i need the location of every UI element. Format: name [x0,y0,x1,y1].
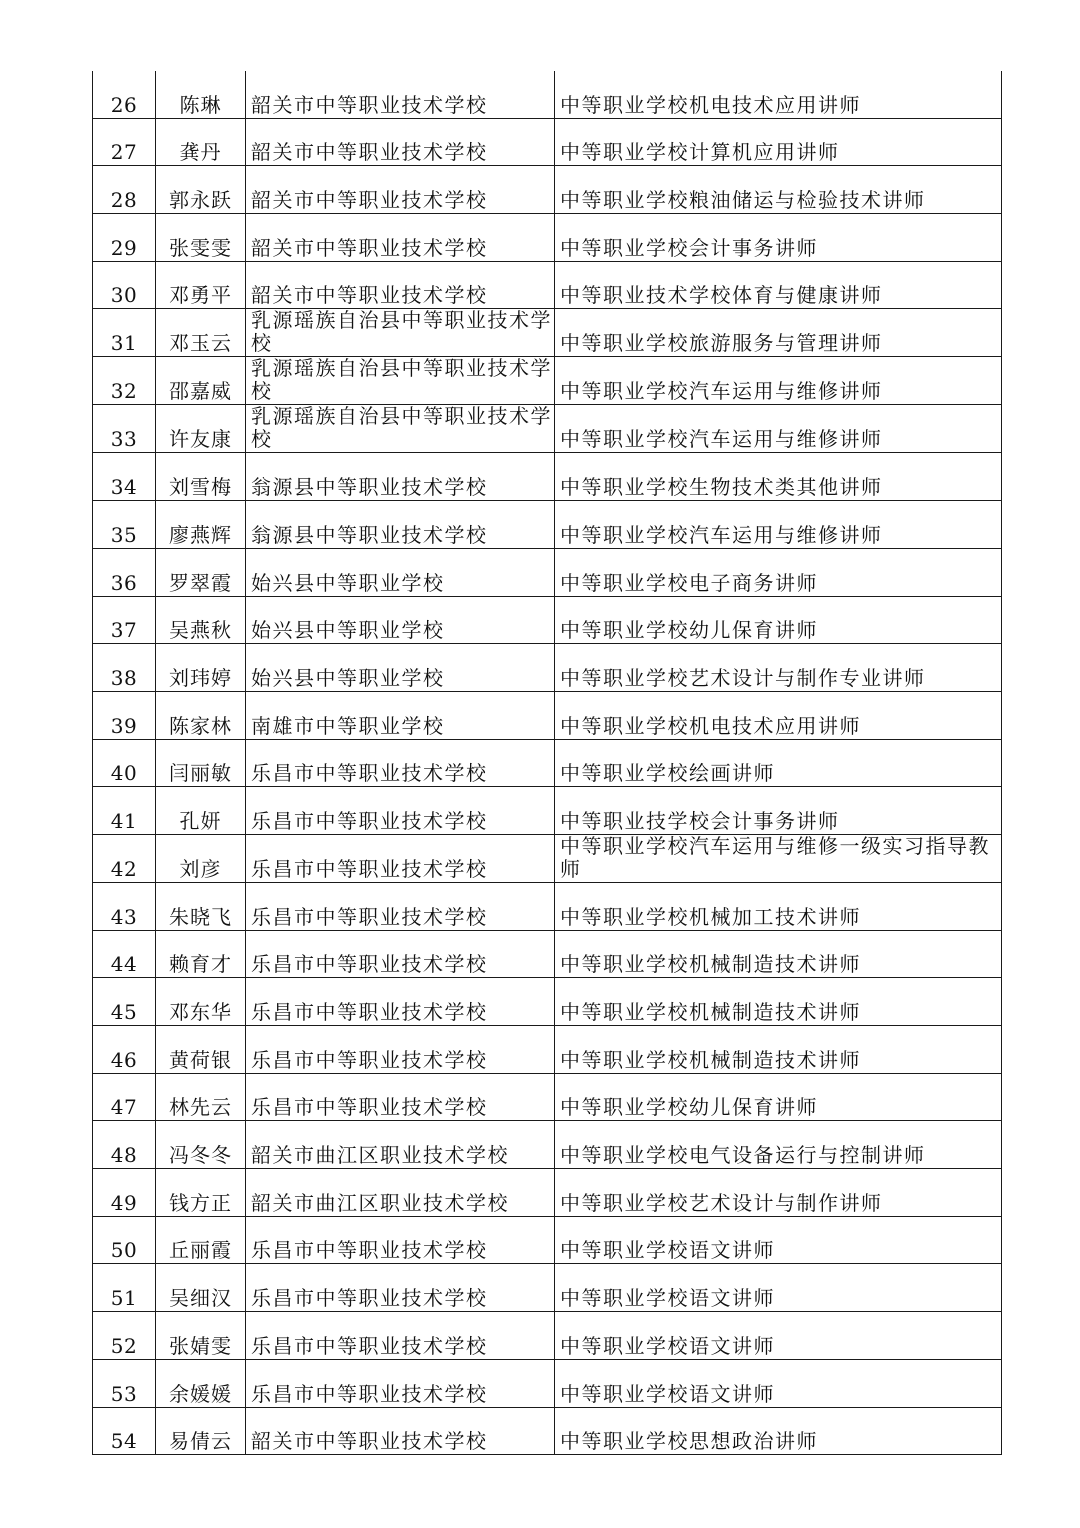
person-name-cell [156,787,246,835]
school-name: 韶关市曲江区职业技术学校 [251,1190,509,1215]
row-number: 27 [110,140,138,165]
table-row [93,1026,1002,1074]
person-name: 罗翠霞 [169,570,232,595]
school-name: 翁源县中等职业技术学校 [251,522,488,547]
school-name: 乐昌市中等职业技术学校 [251,856,488,881]
person-name-cell [156,501,246,549]
person-name-cell [156,1264,246,1312]
row-number: 26 [110,92,138,117]
row-number-cell [93,1264,156,1312]
row-number-cell [93,453,156,501]
school-name-cell [246,1073,555,1121]
school-name: 韶关市中等职业技术学校 [251,235,488,260]
school-name-cell [246,1026,555,1074]
table-row [93,548,1002,596]
school-name-cell [246,834,555,882]
school-name-cell [246,118,555,166]
qualification-title: 中等职业学校机械制造技术讲师 [560,1047,861,1072]
row-number-cell [93,787,156,835]
row-number: 50 [110,1238,138,1263]
person-name: 林先云 [169,1095,232,1120]
row-number: 30 [110,283,138,308]
table-row [93,644,1002,692]
school-name-cell [246,1264,555,1312]
row-number: 48 [110,1143,138,1168]
row-number-cell [93,739,156,787]
school-name: 乐昌市中等职业技术学校 [251,1047,488,1072]
row-number: 45 [110,1000,138,1024]
school-name: 乐昌市中等职业技术学校 [251,1095,488,1120]
person-name-cell [156,453,246,501]
school-name-cell [246,166,555,214]
table-row [93,1359,1002,1407]
qualification-title: 中等职业学校电气设备运行与控制讲师 [560,1143,926,1168]
school-name-cell [246,501,555,549]
school-name: 南雄市中等职业学校 [251,713,445,738]
row-number-cell [93,1169,156,1217]
person-name-cell [156,644,246,692]
person-name-cell [156,978,246,1026]
person-name: 黄荷银 [169,1047,232,1072]
person-name: 刘雪梅 [169,475,232,500]
school-name-cell [246,1121,555,1169]
qualification-title-cell [555,882,1002,930]
person-name: 吴细汉 [169,1286,232,1311]
school-name-cell [246,930,555,978]
school-name: 韶关市中等职业技术学校 [251,283,488,308]
table-row [93,834,1002,882]
qualification-title-cell [555,1169,1002,1217]
row-number: 38 [110,665,138,690]
person-name: 陈琳 [179,92,222,117]
person-name: 陈家林 [169,713,232,738]
row-number: 35 [110,522,138,547]
qualification-title-cell [555,1216,1002,1264]
table-row [93,453,1002,501]
qualification-title-cell [555,357,1002,405]
person-name-cell [156,1169,246,1217]
person-name: 邓东华 [169,1000,232,1024]
person-name-cell [156,930,246,978]
row-number: 42 [110,856,138,881]
qualification-title: 中等职业学校汽车运用与维修讲师 [560,427,883,452]
row-number: 33 [110,427,138,452]
school-name: 乐昌市中等职业技术学校 [251,952,488,977]
school-name: 乳源瑶族自治县中等职业技术学校 [251,308,552,356]
school-name: 乐昌市中等职业技术学校 [251,761,488,786]
qualification-title-cell [555,644,1002,692]
person-name: 朱晓飞 [169,904,232,929]
person-name-cell [156,71,246,118]
row-number-cell [93,978,156,1026]
school-name-cell [246,309,555,357]
row-number: 49 [110,1190,138,1215]
row-number: 46 [110,1047,138,1072]
qualification-title: 中等职业学校语文讲师 [560,1333,775,1358]
school-name: 乐昌市中等职业技术学校 [251,1238,488,1263]
row-number: 54 [110,1429,138,1454]
qualification-title: 中等职业学校机电技术应用讲师 [560,92,861,117]
table-row [93,1216,1002,1264]
qualification-title-cell [555,453,1002,501]
school-name: 乳源瑶族自治县中等职业技术学校 [251,356,552,404]
qualification-title-cell [555,739,1002,787]
qualification-title-cell [555,691,1002,739]
row-number: 43 [110,904,138,929]
qualification-title: 中等职业学校电子商务讲师 [560,570,818,595]
table-row [93,739,1002,787]
school-name-cell [246,739,555,787]
school-name: 乐昌市中等职业技术学校 [251,904,488,929]
qualification-title: 中等职业学校汽车运用与维修讲师 [560,379,883,404]
person-name-cell [156,882,246,930]
school-name-cell [246,1312,555,1360]
row-number-cell [93,71,156,118]
table-row [93,930,1002,978]
row-number-cell [93,166,156,214]
school-name-cell [246,71,555,118]
school-name: 始兴县中等职业学校 [251,618,445,643]
school-name: 乳源瑶族自治县中等职业技术学校 [251,404,552,452]
school-name-cell [246,787,555,835]
school-name: 乐昌市中等职业技术学校 [251,1286,488,1311]
row-number-cell [93,214,156,262]
school-name: 乐昌市中等职业技术学校 [251,1381,488,1406]
qualification-title-cell [555,118,1002,166]
qualification-title-cell [555,501,1002,549]
qualification-title-cell [555,1264,1002,1312]
qualification-title: 中等职业学校幼儿保育讲师 [560,1095,818,1120]
qualification-title-cell [555,309,1002,357]
person-name-cell [156,1407,246,1455]
roster-body [93,71,1002,1455]
qualification-title: 中等职业学校幼儿保育讲师 [560,618,818,643]
person-name-cell [156,309,246,357]
row-number: 37 [110,618,138,643]
table-row [93,1407,1002,1455]
row-number: 34 [110,475,138,500]
row-number: 53 [110,1381,138,1406]
qualification-title: 中等职业学校语文讲师 [560,1286,775,1311]
table-row [93,71,1002,118]
table-row [93,596,1002,644]
qualification-title-cell [555,787,1002,835]
person-name-cell [156,739,246,787]
table-row [93,1121,1002,1169]
person-name: 龚丹 [179,140,222,165]
school-name-cell [246,691,555,739]
person-name-cell [156,834,246,882]
row-number-cell [93,405,156,453]
school-name-cell [246,214,555,262]
qualification-title: 中等职业学校会计事务讲师 [560,235,818,260]
school-name-cell [246,644,555,692]
person-name: 钱方正 [169,1190,232,1215]
school-name: 韶关市中等职业技术学校 [251,92,488,117]
row-number-cell [93,1407,156,1455]
table-row [93,501,1002,549]
table-row [93,691,1002,739]
school-name: 韶关市中等职业技术学校 [251,188,488,213]
person-name: 赖育才 [169,952,232,977]
row-number-cell [93,357,156,405]
qualification-title-cell [555,1359,1002,1407]
table-row [93,357,1002,405]
person-name: 易倩云 [169,1429,232,1454]
row-number: 47 [110,1095,138,1120]
school-name-cell [246,405,555,453]
person-name: 邵嘉威 [169,379,232,404]
person-name-cell [156,1073,246,1121]
row-number-cell [93,1312,156,1360]
qualification-title-cell [555,930,1002,978]
school-name: 乐昌市中等职业技术学校 [251,808,488,833]
person-name: 吴燕秋 [169,618,232,643]
person-name: 邓勇平 [169,283,232,308]
row-number: 40 [110,761,138,786]
qualification-title: 中等职业学校生物技术类其他讲师 [560,475,883,500]
table-row [93,118,1002,166]
person-name-cell [156,691,246,739]
qualification-title: 中等职业学校计算机应用讲师 [560,140,840,165]
person-name-cell [156,118,246,166]
roster-table [92,71,1002,1455]
person-name-cell [156,1121,246,1169]
qualification-title-cell [555,1026,1002,1074]
row-number: 44 [110,952,138,977]
person-name-cell [156,1216,246,1264]
school-name-cell [246,882,555,930]
row-number-cell [93,644,156,692]
school-name-cell [246,978,555,1026]
row-number-cell [93,930,156,978]
person-name: 张雯雯 [169,235,232,260]
row-number: 52 [110,1333,138,1358]
qualification-title: 中等职业学校绘画讲师 [560,761,775,786]
qualification-title: 中等职业学校旅游服务与管理讲师 [560,331,883,356]
qualification-title: 中等职业学校艺术设计与制作专业讲师 [560,665,926,690]
table-row [93,1073,1002,1121]
person-name-cell [156,214,246,262]
table-row [93,405,1002,453]
school-name: 乐昌市中等职业技术学校 [251,1000,488,1024]
qualification-title: 中等职业学校机电技术应用讲师 [560,713,861,738]
person-name: 闫丽敏 [169,761,232,786]
qualification-title: 中等职业学校语文讲师 [560,1381,775,1406]
school-name-cell [246,261,555,309]
school-name: 韶关市中等职业技术学校 [251,140,488,165]
row-number-cell [93,1359,156,1407]
person-name: 冯冬冬 [169,1143,232,1168]
row-number: 51 [110,1286,138,1311]
row-number-cell [93,834,156,882]
qualification-title-cell [555,405,1002,453]
row-number: 36 [110,570,138,595]
row-number-cell [93,1073,156,1121]
qualification-title: 中等职业学校粮油储运与检验技术讲师 [560,188,926,213]
qualification-title-cell [555,834,1002,882]
qualification-title-cell [555,1121,1002,1169]
qualification-title: 中等职业学校机械制造技术讲师 [560,1000,861,1024]
school-name-cell [246,453,555,501]
qualification-title-cell [555,1312,1002,1360]
row-number-cell [93,691,156,739]
qualification-title-cell [555,596,1002,644]
person-name: 刘玮婷 [169,665,232,690]
row-number: 32 [110,379,138,404]
school-name: 始兴县中等职业学校 [251,665,445,690]
person-name: 张婧雯 [169,1333,232,1358]
qualification-title: 中等职业学校语文讲师 [560,1238,775,1263]
table-row [93,261,1002,309]
qualification-title: 中等职业学校机械制造技术讲师 [560,952,861,977]
qualification-title-cell [555,1073,1002,1121]
person-name: 邓玉云 [169,331,232,356]
school-name-cell [246,1407,555,1455]
qualification-title: 中等职业学校机械加工技术讲师 [560,904,861,929]
person-name: 余媛媛 [169,1381,232,1406]
row-number-cell [93,501,156,549]
person-name-cell [156,357,246,405]
school-name: 乐昌市中等职业技术学校 [251,1333,488,1358]
row-number-cell [93,1026,156,1074]
person-name-cell [156,1359,246,1407]
row-number-cell [93,261,156,309]
school-name-cell [246,357,555,405]
school-name-cell [246,1216,555,1264]
school-name: 始兴县中等职业学校 [251,570,445,595]
table-row [93,1169,1002,1217]
school-name-cell [246,548,555,596]
school-name: 韶关市曲江区职业技术学校 [251,1143,509,1168]
row-number-cell [93,596,156,644]
row-number: 41 [110,808,138,833]
table-row [93,882,1002,930]
qualification-title-cell [555,978,1002,1026]
row-number: 28 [110,188,138,213]
person-name: 刘彦 [179,856,222,881]
qualification-title: 中等职业学校汽车运用与维修一级实习指导教师 [560,834,990,881]
row-number-cell [93,882,156,930]
table-row [93,787,1002,835]
person-name: 丘丽霞 [169,1238,232,1263]
person-name: 许友康 [169,427,232,452]
row-number-cell [93,118,156,166]
row-number-cell [93,548,156,596]
person-name-cell [156,261,246,309]
person-name-cell [156,548,246,596]
person-name-cell [156,166,246,214]
school-name-cell [246,596,555,644]
person-name-cell [156,405,246,453]
school-name: 韶关市中等职业技术学校 [251,1429,488,1454]
qualification-title-cell [555,261,1002,309]
qualification-title-cell [555,71,1002,118]
table-row [93,978,1002,1026]
row-number-cell [93,1121,156,1169]
qualification-title: 中等职业技术学校体育与健康讲师 [560,283,883,308]
table-row [93,166,1002,214]
person-name-cell [156,1312,246,1360]
qualification-title: 中等职业学校思想政治讲师 [560,1429,818,1454]
table-row [93,1264,1002,1312]
qualification-title: 中等职业学校艺术设计与制作讲师 [560,1190,883,1215]
qualification-title-cell [555,1407,1002,1455]
row-number: 29 [110,235,138,260]
person-name-cell [156,1026,246,1074]
row-number-cell [93,1216,156,1264]
qualification-title: 中等职业技学校会计事务讲师 [560,808,840,833]
qualification-title: 中等职业学校汽车运用与维修讲师 [560,522,883,547]
qualification-title-cell [555,166,1002,214]
school-name: 翁源县中等职业技术学校 [251,475,488,500]
row-number: 31 [110,331,138,356]
row-number: 39 [110,713,138,738]
person-name: 孔妍 [179,808,222,833]
table-row [93,214,1002,262]
person-name: 廖燕辉 [169,522,232,547]
school-name-cell [246,1169,555,1217]
person-name: 郭永跃 [169,188,232,213]
row-number-cell [93,309,156,357]
qualification-title-cell [555,548,1002,596]
qualification-title-cell [555,214,1002,262]
school-name-cell [246,1359,555,1407]
table-row [93,1312,1002,1360]
person-name-cell [156,596,246,644]
table-row [93,309,1002,357]
